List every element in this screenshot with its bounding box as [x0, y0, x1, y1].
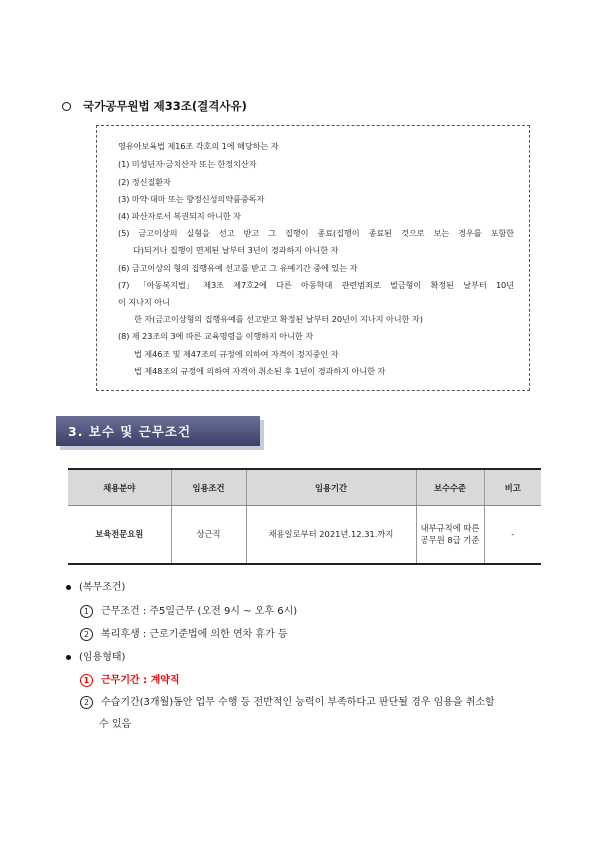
word: 날부터: [463, 280, 487, 290]
work-condition-item: [80, 625, 288, 641]
box-line: 영유아보육법 제16조 각호의 1에 해당하는 자: [118, 141, 279, 151]
word: 제3조: [203, 280, 224, 290]
box-line: (6) 금고이상의 형의 집행유예 선고를 받고 그 유예기간 중에 있는 자: [118, 263, 358, 273]
table-header: 비고: [484, 469, 541, 506]
bullet-dot-icon: [66, 655, 71, 660]
salary-line: 공무원 8급 기준: [420, 534, 480, 545]
bullet-dot-icon: [66, 585, 71, 590]
employment-type-item: [80, 671, 180, 687]
box-line-justified: [118, 280, 514, 291]
word: 10년: [495, 280, 514, 290]
table-header: 채용분야: [68, 469, 171, 506]
box-line: (8) 제 23조의 3에 따른 교육명령을 이행하지 아니한 자: [118, 331, 314, 341]
word: 것으로: [401, 228, 425, 238]
word: 아동학대: [301, 280, 333, 290]
item-text: 복리후생 : 근로기준법에 의한 연차 휴가 등: [101, 629, 288, 640]
employment-type-title: [66, 648, 125, 663]
circled-number-icon: 2: [80, 628, 93, 641]
box-line: (1) 미성년자·금치산자 또는 한정치산자: [118, 159, 257, 169]
table-cell-period: 채용일로부터 2021년.12.31.까지: [246, 506, 416, 565]
word: 경우를: [458, 228, 482, 238]
work-condition-item: [80, 602, 297, 618]
circled-number-icon: 1: [80, 674, 93, 687]
section-banner: [56, 416, 260, 446]
salary-line: 내부규칙에 따른: [420, 522, 480, 533]
box-line: 이 지나지 아니: [118, 297, 170, 307]
table-header: 임용기간: [246, 469, 416, 506]
word: 제7호2에: [233, 280, 267, 290]
table-cell-field: 보육전문요원: [68, 506, 171, 565]
word: 받고: [243, 228, 260, 238]
circled-number-icon: 1: [80, 605, 93, 618]
word: 그: [268, 228, 276, 238]
word: 다른: [276, 280, 292, 290]
table-header: 보수수준: [416, 469, 484, 506]
word: 확정된: [430, 280, 454, 290]
word: 선고: [218, 228, 235, 238]
box-line: 한 자(금고이상형의 집행유예를 선고받고 확정된 날부터 20년이 지나지 아니한 자): [134, 314, 423, 324]
word: 「아동복지법」: [138, 280, 194, 290]
word: 포함한: [490, 228, 514, 238]
section-heading: [62, 98, 247, 114]
table-header: 임용조건: [171, 469, 246, 506]
word: 종료된: [368, 228, 392, 238]
word: 종료(집행이: [317, 228, 360, 238]
circled-number-icon: 2: [80, 696, 93, 709]
table-cell-condition: 상근직: [171, 506, 246, 565]
employment-type-title-text: (임용형태): [79, 652, 126, 663]
table-header-row: [68, 469, 541, 506]
word: 보는: [433, 228, 450, 238]
employment-type-item: [80, 693, 495, 709]
item-text: 근무기간 : 계약직: [101, 675, 180, 686]
employment-type-item-continuation: 수 있음: [99, 719, 132, 730]
work-conditions-title: [66, 578, 125, 593]
box-line: (2) 정신질환자: [118, 177, 171, 187]
word: (5): [118, 228, 130, 238]
word: 집행이: [284, 228, 309, 238]
word: 실형을: [186, 228, 210, 238]
circle-bullet-icon: [62, 102, 71, 111]
item-text: 근무조건 : 주5일근무 (오전 9시 ~ 오후 6시): [101, 606, 298, 617]
word: 금고이상의: [138, 228, 178, 238]
table-cell-note: -: [484, 506, 541, 565]
conditions-table: [68, 468, 541, 565]
word: 벌금형이: [389, 280, 422, 290]
table-cell-salary: [416, 506, 484, 565]
item-text: 수습기간(3개월)동안 업무 수행 등 전반적인 능력이 부족하다고 판단될 경우 임용을 취소할: [101, 697, 495, 708]
work-conditions-title-text: (복무조건): [79, 582, 126, 593]
section-title: 3. 보수 및 근무조건: [68, 424, 192, 439]
box-line: (3) 마약·대마 또는 향정신성의약품중독자: [118, 194, 265, 204]
box-line: 법 제48조의 규정에 의하여 자격이 취소된 후 1년이 경과하지 아니한 자: [134, 366, 386, 376]
box-line-justified: [118, 228, 514, 239]
box-line: (4) 파산자로서 복권되지 아니한 자: [118, 211, 241, 221]
table-row: [68, 506, 541, 565]
box-line: 법 제46조 및 제47조의 규정에 의하여 자격이 정지중인 자: [134, 349, 339, 359]
word: (7): [118, 280, 130, 290]
heading-text: 국가공무원법 제33조(결격사유): [83, 99, 247, 113]
word: 관련범죄로: [341, 280, 381, 290]
box-line: 다)되거나 집행이 면제된 날부터 3년이 경과하지 아니한 자: [133, 245, 339, 255]
